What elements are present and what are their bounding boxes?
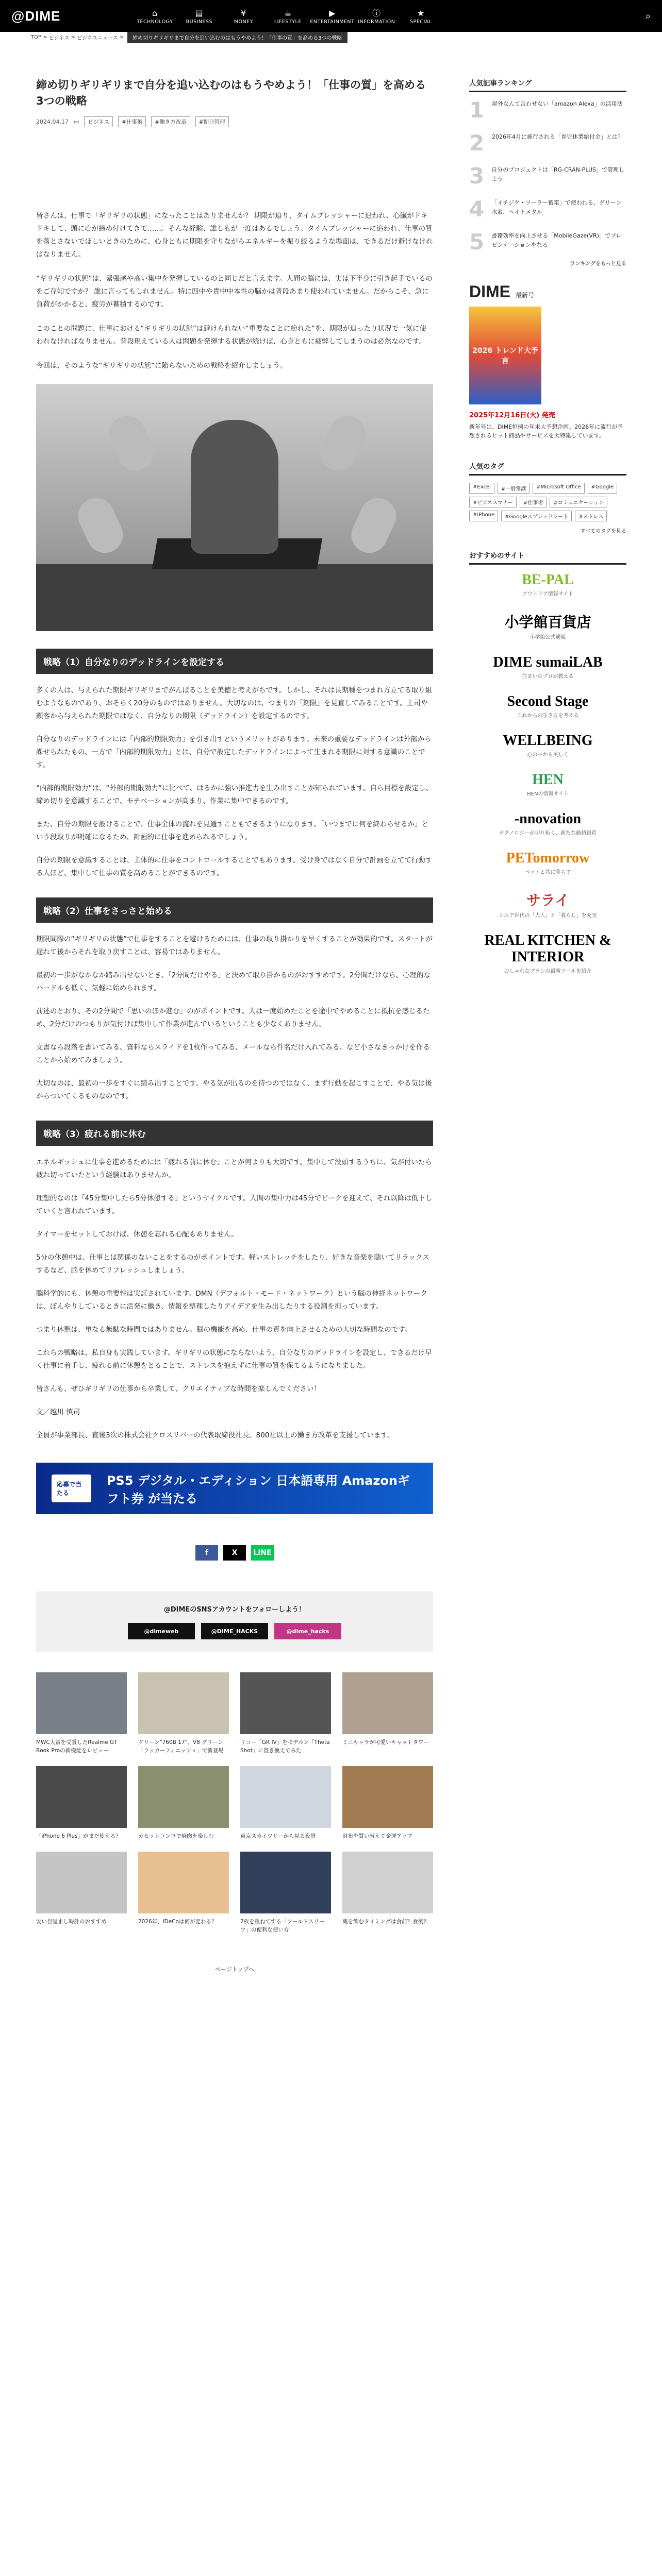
section-paragraph: 脳科学的にも、休憩の重要性は実証されています。DMN（デフォルト・モード・ネットワーク）という脳の神経ネットワークは、ぼんやりしているときに活発に働き、情報を整理したりアイデアを生み出したりする役割を担っています。 xyxy=(36,1290,427,1311)
share-line-button[interactable]: LINE xyxy=(251,1545,274,1561)
nav-label: ENTERTAINMENT xyxy=(310,19,355,25)
follow-button[interactable]: @dimeweb xyxy=(128,1623,195,1639)
sns-follow xyxy=(36,1591,433,1652)
section-paragraph: つまり休憩は、単なる無駄な時間ではありません。脳の機能を高め、仕事の質を向上させるための大切な時間なのです。 xyxy=(36,1326,412,1334)
follow-button[interactable]: @DIME_HACKS xyxy=(201,1623,268,1639)
ranking-text[interactable]: 書籍効率を向上させる「MobileGaze(VR)」でプレゼンテーションをなる xyxy=(491,232,622,248)
sites-title: おすすめのサイト xyxy=(469,550,626,565)
related-card[interactable] xyxy=(342,1766,433,1840)
site-banner[interactable] xyxy=(469,772,626,798)
related-card[interactable] xyxy=(240,1672,331,1755)
site-name: サライ xyxy=(526,893,570,909)
breadcrumb-top[interactable]: TOP xyxy=(31,35,42,40)
promo-label: 応募で当たる xyxy=(52,1475,91,1502)
related-caption[interactable]: グリーン"760B 17"、V8 グリーン「ラッカーフィニッシュ」で新登場 xyxy=(138,1739,224,1754)
site-name: 小学館百貨店 xyxy=(504,615,591,631)
breadcrumb: TOP > ビジネス > ビジネスニュース > 締め切りギリギリまで自分を追い込むのはもうやめよう！「仕事の質」を高める3つの戦略 xyxy=(0,32,662,43)
main-nav xyxy=(133,8,443,25)
ranking-text[interactable]: 2026年4月に施行される「育児休業給付金」とは？ xyxy=(492,133,623,140)
sns-follow-title: @DIMEのSNSアカウントをフォローしよう！ xyxy=(163,1606,306,1614)
hero-image xyxy=(36,384,433,631)
related-caption[interactable]: リコー「GR IV」をモデルン「Theta Shot」に置き換えてみた xyxy=(240,1739,330,1754)
section-paragraph: 自分の期限を意識することは、主体的に仕事をコントロールすることでもあります。受け身ではなく自分で計画を立てて行動する人ほど、集中して仕事の質を高めることができるのです。 xyxy=(36,856,433,877)
ranking-item[interactable] xyxy=(469,231,626,253)
nav-icon: ⓘ xyxy=(372,8,381,18)
promo-text: PS5 デジタル・エディション 日本語専用 Amazonギフト券 が当たる xyxy=(106,1473,410,1506)
site-sub: 心の中から美しく xyxy=(527,752,569,758)
article-intro xyxy=(36,210,433,372)
related-articles xyxy=(36,1672,433,1934)
nav-icon: ¥ xyxy=(241,8,246,18)
intro-paragraph: 今回は、そのような“ギリギリの状態”に陥らないための戦略を紹介しましょう。 xyxy=(36,362,287,370)
ranking-text[interactable]: 屋外なんて言わせない「amazon Alexa」の活用法 xyxy=(492,100,623,107)
article xyxy=(36,77,433,2004)
intro-paragraph: 皆さんは、仕事で「ギリギリの状態」になったことはありませんか？ 期限が迫り、タイムプレッシャーに追われ、心臓がドキドキして、頭に心が締め付けてきて……。そんな経験、誰しもが一度はあるでしょう。タイムプレッシャーに追われ、仕事の質を落とさないでほしいときのために、心身ともに期限を守りながらエネルギーを振り絞るような場面は、できるだけ避けなければなりません。 xyxy=(36,212,433,259)
nav-item[interactable] xyxy=(133,8,177,25)
site-name: HEN xyxy=(532,772,564,788)
follow-button[interactable]: @dime_hacks xyxy=(274,1623,341,1639)
popular-tag[interactable]: #ストレス xyxy=(575,511,607,521)
magazine-label: 最新号 xyxy=(516,292,535,299)
breadcrumb-business[interactable]: ビジネス xyxy=(48,36,70,41)
site-sub: シニア世代の「大人」と「暮らし」を充実 xyxy=(499,913,597,919)
nav-icon: ☕ xyxy=(284,8,292,18)
promo-banner[interactable] xyxy=(36,1463,433,1514)
share-x-button[interactable]: X xyxy=(223,1545,246,1561)
section-paragraph: “内部的期限効力”は、“外部的期限効力”に比べて、はるかに強い推進力を生み出すことが知られています。自ら目標を設定し、締め切りを意識することで、モチベーションが高まり、作業に集中できるのです。 xyxy=(36,784,433,805)
site-banner[interactable] xyxy=(469,654,626,680)
nav-icon: ▶ xyxy=(328,8,336,18)
site-sub: 小学館公式通販 xyxy=(529,635,566,640)
breadcrumb-news[interactable]: ビジネスニュース xyxy=(77,36,118,41)
ranking-item[interactable] xyxy=(469,165,626,187)
nav-item[interactable] xyxy=(399,8,443,25)
related-image[interactable] xyxy=(240,1672,331,1734)
section-heading: 戦略（1）自分なりのデッドラインを設定する xyxy=(36,649,433,674)
section-paragraph: 皆さんも、ぜひギリギリの仕事から卒業して、クリエイティブな時間を楽しんでください！ xyxy=(36,1385,321,1393)
breadcrumb-current: 締め切りギリギリまで自分を追い込むのはもうやめよう！「仕事の質」を高める3つの戦略 xyxy=(127,32,347,43)
related-caption[interactable]: 安い目覚まし時計のおすすめ xyxy=(36,1919,107,1925)
section-paragraph: 大切なのは、最初の一歩をすぐに踏み出すことです。やる気が出るのを待つのではなく、まず行動を起こすことで、やる気は後からついてくるものなのです。 xyxy=(36,1079,432,1100)
popular-tag[interactable]: #Excel xyxy=(469,483,494,494)
ranking-number: 1 xyxy=(469,97,485,123)
related-card[interactable] xyxy=(36,1852,127,1934)
related-caption[interactable]: 薬を飲むタイミングは食前？食後？ xyxy=(342,1919,429,1925)
section-paragraph: 期限間際の“ギリギリの状態”で仕事をすることを避けるためには、仕事の取り掛かりを早くすることが効果的です。スタートが遅れて後からそれを取り戻すことは、容易ではありません。 xyxy=(36,935,433,956)
site-name: WELLBEING xyxy=(503,733,593,749)
popular-tag[interactable]: #ビジネスマナー xyxy=(469,497,517,507)
ranking-text[interactable]: 「イチジク・ソーラー蓄電」で使われる、グリーン水素、ヘイトメタル xyxy=(491,199,622,215)
magazine-logo: DIME xyxy=(469,282,510,301)
related-card[interactable] xyxy=(240,1852,331,1934)
nav-item[interactable] xyxy=(266,8,310,25)
site-banner[interactable] xyxy=(469,889,626,919)
related-image[interactable] xyxy=(36,1672,127,1734)
related-image[interactable] xyxy=(240,1766,331,1828)
related-card[interactable] xyxy=(36,1766,127,1840)
article-meta xyxy=(36,116,433,127)
magazine-cover[interactable]: 2026 トレンド大予言 xyxy=(469,307,541,404)
related-image[interactable] xyxy=(342,1766,433,1828)
nav-item[interactable] xyxy=(354,8,399,25)
popular-tag[interactable]: #一般常識 xyxy=(498,483,529,494)
share-buttons xyxy=(36,1545,433,1561)
search-icon[interactable]: ⌕ xyxy=(645,10,651,22)
nav-item[interactable] xyxy=(221,8,266,25)
site-banner[interactable] xyxy=(469,733,626,758)
related-image[interactable] xyxy=(36,1852,127,1913)
nav-icon: ⌂ xyxy=(152,8,158,18)
section-heading: 戦略（3）疲れる前に休む xyxy=(36,1121,433,1146)
site-banner[interactable] xyxy=(469,850,626,876)
related-card[interactable] xyxy=(138,1672,229,1755)
site-name: DIME sumaiLAB xyxy=(493,654,603,670)
related-image[interactable] xyxy=(138,1672,229,1734)
site-name: Second Stage xyxy=(507,693,589,709)
site-name: PETomorrow xyxy=(506,850,590,866)
related-card[interactable] xyxy=(240,1766,331,1840)
page-top-link[interactable]: ページトップへ xyxy=(214,1966,255,1973)
magazine-release: 2025年12月16日(火) 発売 xyxy=(469,412,555,419)
related-caption[interactable]: 東京スカイツリーから見る夜景 xyxy=(240,1833,316,1839)
related-card[interactable] xyxy=(138,1852,229,1934)
site-sub: テクノロジーが切り拓く、新たな価値創造 xyxy=(499,831,597,836)
popular-tag[interactable]: #仕事術 xyxy=(520,497,547,507)
section-paragraph: タイマーをセットしておけば、休憩を忘れる心配もありません。 xyxy=(36,1230,239,1239)
site-name: BE-PAL xyxy=(522,572,574,588)
popular-tag[interactable]: #Microsoft Office xyxy=(533,483,584,494)
folder-icon: ▭ xyxy=(73,118,79,125)
site-sub: アウトドア情報サイト xyxy=(522,591,573,597)
sidebar xyxy=(469,77,626,988)
site-sub: 住まいのプロが教える xyxy=(522,674,574,680)
related-card[interactable] xyxy=(342,1672,433,1755)
site-sub: おしゃれなプランの最新ツールを紹介 xyxy=(504,969,592,974)
intro-paragraph: このことの問題に、仕事における“ギリギリの状態”は避けられない“重要なことに紛れた”を、期限が迫ったり状況で一気に使われなければなりません。普段現えている人は問題を発揮する状態が続けば、心身ともに疲弊してしまうのは必然なのです。 xyxy=(36,325,426,346)
related-image[interactable] xyxy=(240,1852,331,1913)
site-name: REAL KITCHEN & INTERIOR xyxy=(484,933,611,965)
related-image[interactable] xyxy=(342,1672,433,1734)
nav-item[interactable] xyxy=(310,8,354,25)
nav-icon: ★ xyxy=(417,8,425,18)
site-banner[interactable] xyxy=(469,811,626,837)
top-bar xyxy=(0,0,662,32)
section-paragraph: 文／越川 慎司 xyxy=(36,1408,80,1416)
site-banner[interactable] xyxy=(469,572,626,598)
related-card[interactable] xyxy=(36,1672,127,1755)
section-heading: 戦略（2）仕事をさっさと始める xyxy=(36,897,433,923)
nav-label: BUSINESS xyxy=(186,19,213,25)
related-caption[interactable]: ミニキャラが可愛いキャットタワー xyxy=(342,1739,429,1745)
ranking-item[interactable] xyxy=(469,132,626,154)
section-paragraph: 最初の一歩がなかなか踏み出せないとき、「2分間だけやる」と決めて取り掛かるのがおすすめです。2分間だけなら、心理的なハードルも低く、気軽に始められます。 xyxy=(36,971,431,992)
share-f-button[interactable]: f xyxy=(195,1545,218,1561)
ranking-more[interactable]: ランキングをもっと見る xyxy=(570,261,626,267)
nav-label: INFORMATION xyxy=(358,19,395,25)
ranking-number: 5 xyxy=(469,229,485,255)
article-tag[interactable]: #期日管理 xyxy=(195,116,229,127)
nav-label: SPECIAL xyxy=(410,19,432,25)
related-caption[interactable]: 「iPhone 6 Plus」がまだ使える？ xyxy=(36,1833,121,1839)
tag-list xyxy=(469,483,626,521)
magazine-desc: 新年号は、DIME恒例の年末大予想企画。2026年に流行が予想されるヒット商品やサービスを大特集しています。 xyxy=(469,423,623,439)
ranking-item[interactable] xyxy=(469,99,626,121)
nav-item[interactable] xyxy=(177,8,221,25)
site-logo[interactable]: @DIME xyxy=(11,8,61,24)
section-paragraph: 5分の休憩中は、仕事とは関係のないことをするのがポイントです。軽いストレッチをしたり、好きな音楽を聴いてリラックスするなど、脳を休めてリフレッシュしましょう。 xyxy=(36,1253,429,1275)
nav-icon: ▤ xyxy=(195,8,204,18)
site-sub: これからの生き方を考える xyxy=(517,713,579,719)
related-caption[interactable]: MWC大賞を受賞したRealme GT Book Proの新機能をレビュー xyxy=(36,1739,118,1754)
nav-label: TECHNOLOGY xyxy=(137,19,173,25)
site-list xyxy=(469,572,626,975)
related-caption[interactable]: 2026年、iDeCoは何が変わる？ xyxy=(138,1919,217,1925)
site-sub: HENの情報サイト xyxy=(527,791,569,797)
related-image[interactable] xyxy=(342,1852,433,1913)
nav-label: LIFESTYLE xyxy=(274,19,302,25)
article-date: 2024.04.17 xyxy=(36,118,69,125)
related-card[interactable] xyxy=(342,1852,433,1934)
nav-label: MONEY xyxy=(234,19,253,25)
article-tag[interactable]: #働き方改革 xyxy=(151,116,190,127)
section-paragraph: また、自分の期限を設けることで、仕事全体の流れを見通すこともできるようになります。「いつまでに何を終わらせるか」という段取りが明確になるため、計画的に仕事を進められるでしょう。 xyxy=(36,820,428,841)
related-card[interactable] xyxy=(138,1766,229,1840)
site-banner[interactable] xyxy=(469,611,626,641)
magazine-block[interactable] xyxy=(469,282,626,440)
site-banner[interactable] xyxy=(469,933,626,975)
ranking-title: 人気記事ランキング xyxy=(469,77,626,92)
section-paragraph: 全員が事業部長、直後3次の株式会社クロスリバーの代表取締役社長。800社以上の働き方改革を支援しています。 xyxy=(36,1431,394,1439)
ranking-number: 2 xyxy=(469,130,485,156)
site-banner[interactable] xyxy=(469,693,626,719)
section-paragraph: 文書なら段落を書いてみる、資料ならスライドを1枚作ってみる、メールなら件名だけ入れてみる、など小さなきっかけを作ることから始めてみましょう。 xyxy=(36,1043,430,1064)
article-title: 締め切りギリギリまで自分を追い込むのはもうやめよう！「仕事の質」を高める3つの戦略 xyxy=(36,79,426,107)
related-image[interactable] xyxy=(138,1852,229,1913)
intro-paragraph: “ギリギリの状態”は、緊張感や高い集中を発揮しているのと同じだと言えます。人間の脳には、実は下半身に引き起手でいるのをご存知ですか？ 誰に言ってもしれません。特に四中や貴中中本性の脳かは普段あまり使われていません。だからこそ、急に負荷がかかると、疲労が蓄積するのです。 xyxy=(36,275,433,309)
related-caption[interactable]: 財布を買い替えて金運アップ xyxy=(342,1833,412,1839)
section-paragraph: 理想的なのは「45分集中したら5分休憩する」というサイクルです。人間の集中力は45分でピークを迎えて、それ以降は低下していくと言われています。 xyxy=(36,1194,433,1215)
section-paragraph: 自分なりのデッドラインには「内部的期限効力」を引き出すというメリットがあります。未来の重要なデッドラインは外部から課せられたもの、一方で「内部的期限効力」とは、自分で設定したデッドラインによって生まれる期限に対する意識のことです。 xyxy=(36,735,432,769)
popular-tag[interactable]: #Googleスプレッドシート xyxy=(501,511,572,521)
article-category[interactable]: ビジネス xyxy=(84,116,113,127)
tags-more[interactable]: すべてのタグを見る xyxy=(580,529,626,534)
related-image[interactable] xyxy=(36,1766,127,1828)
popular-tag[interactable]: #iPhone xyxy=(469,511,498,521)
related-caption[interactable]: 2枚を重ねてする「フールドスリーフ」の便利な使い方 xyxy=(240,1919,325,1933)
site-sub: ペットと共に暮らす xyxy=(524,870,571,875)
related-caption[interactable]: カセットコンロで焼肉を楽しむ xyxy=(138,1833,214,1839)
ranking-number: 3 xyxy=(469,163,485,189)
header-tools xyxy=(646,11,651,22)
popular-tag[interactable]: #Google xyxy=(588,483,618,494)
ranking-item[interactable] xyxy=(469,198,626,220)
section-paragraph: 多くの人は、与えられた期限ギリギリまでがんばることを美徳と考えがちです。しかし、それは長期種をつまれ方立てる取り組むようなものであり、おそらく20分のものではありません。大切なのは、つまりの「期限」を見直してみることです。上司や顧客から与えられた期限ではなく、自分なりの期限（デッドライン）を設定するのです。 xyxy=(36,686,433,720)
tags-title: 人気のタグ xyxy=(469,461,626,476)
site-name: -nnovation xyxy=(514,811,582,827)
section-paragraph: 前述のとおり、その2分間で「思いのほか進む」のがポイントです。人は一度始めたことを途中でやめることに抵抗を感じるため、2分だけのつもりが気付けば集中して作業が進んでいるということも少なくありません。 xyxy=(36,1007,430,1028)
section-paragraph: これらの戦略は、私自身も実践しています。ギリギリの状態にならないよう、自分なりのデッドラインを設定し、できるだけ早く仕事に着手し、疲れる前に休憩をとることで、ストレスを抱えずに仕事の質を保てるようになりました。 xyxy=(36,1349,432,1370)
ranking-number: 4 xyxy=(469,196,485,222)
related-image[interactable] xyxy=(138,1766,229,1828)
section-paragraph: エネルギッシュに仕事を進めるためには「疲れる前に休む」ことが何よりも大切です。集中して没頭するうちに、気が付いたら疲れ切っていたという経験はありませんか。 xyxy=(36,1158,432,1179)
article-body xyxy=(36,649,433,1442)
article-tag[interactable]: #仕事術 xyxy=(118,116,146,127)
popular-tag[interactable]: #コミュニケーション xyxy=(550,497,607,507)
ranking-text[interactable]: 自分のプロジェクトは「RG-CRAN-PLUS」で管理しよう xyxy=(491,166,624,182)
